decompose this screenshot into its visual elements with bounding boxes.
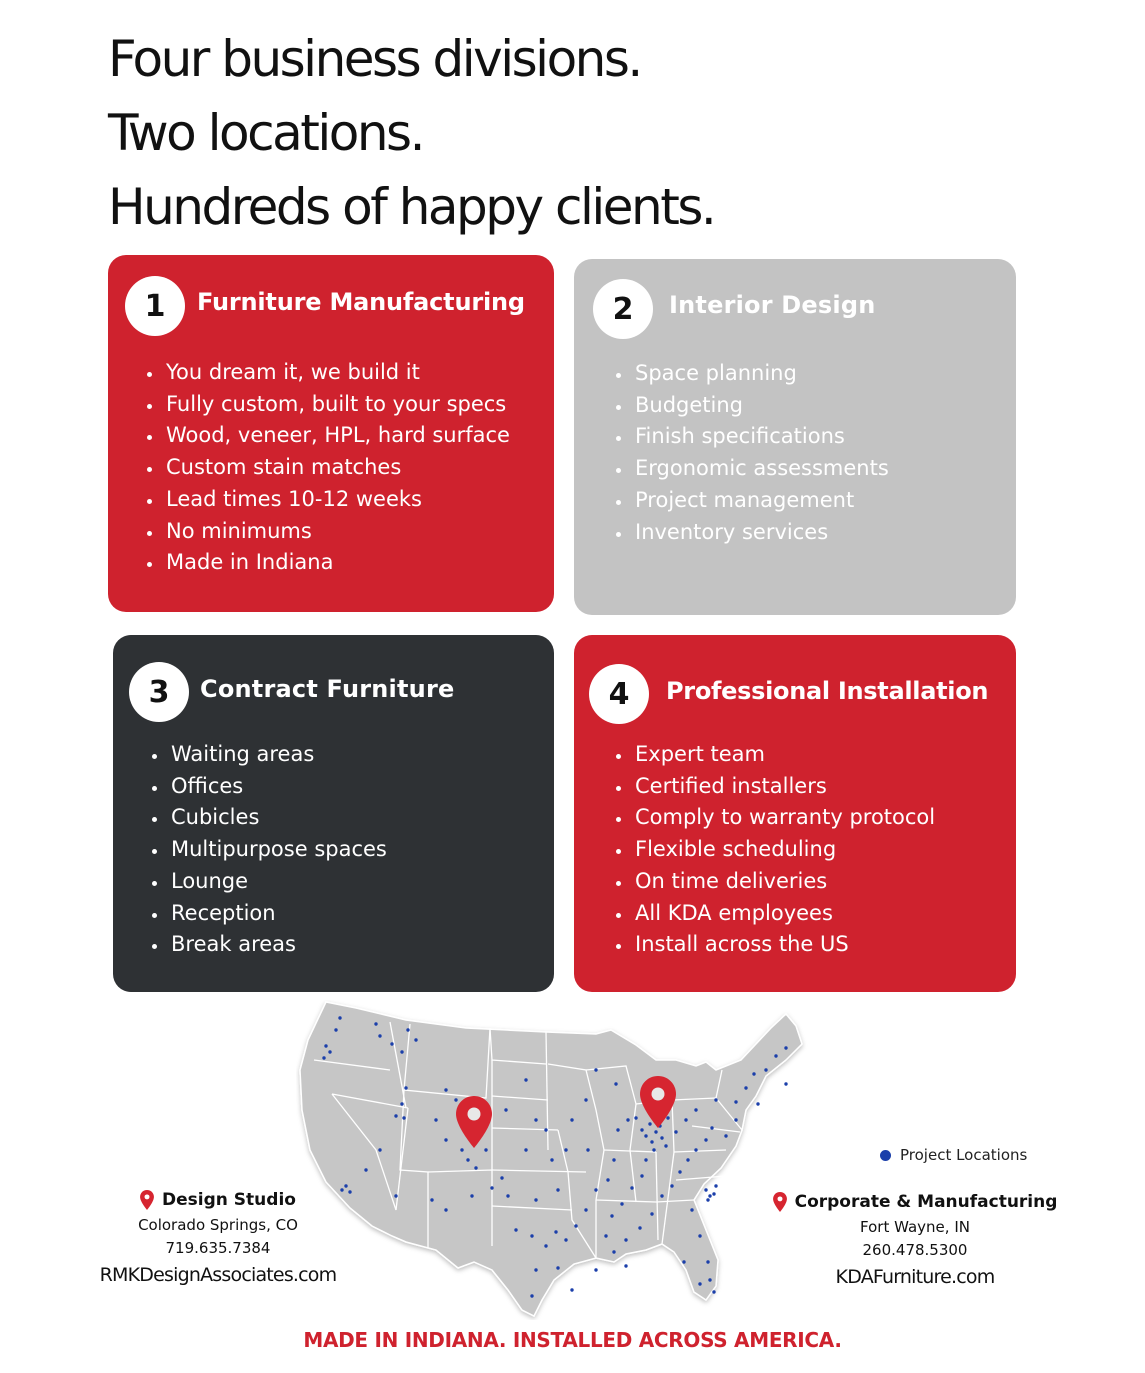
project-location-dot xyxy=(712,1290,715,1293)
project-location-dot xyxy=(724,1134,727,1137)
project-location-dot xyxy=(404,1086,407,1089)
project-location-dot xyxy=(674,1130,677,1133)
project-location-dot xyxy=(734,1118,737,1121)
project-location-dot xyxy=(544,1128,547,1131)
division-card-interior-design xyxy=(574,259,1016,615)
project-location-dot xyxy=(322,1056,325,1059)
project-location-dot xyxy=(534,1268,537,1271)
division-title: Furniture Manufacturing xyxy=(197,288,525,316)
location-name xyxy=(760,1192,1070,1212)
map-pin-icon xyxy=(140,1190,154,1210)
division-item-list xyxy=(143,739,387,961)
project-location-dot xyxy=(624,1264,627,1267)
project-location-dot xyxy=(752,1072,755,1075)
list-item: • Lead times 10-12 weeks xyxy=(164,484,510,516)
division-number-badge: 2 xyxy=(593,279,653,339)
project-location-dot xyxy=(378,1034,381,1037)
project-location-dot xyxy=(400,1050,403,1053)
project-location-dot xyxy=(784,1082,787,1085)
list-item: • You dream it, we build it xyxy=(164,357,510,389)
project-location-dot xyxy=(714,1184,717,1187)
project-location-dot xyxy=(682,1260,685,1263)
project-location-dot xyxy=(530,1234,533,1237)
project-location-dot xyxy=(584,1098,587,1101)
project-location-dot xyxy=(606,1178,609,1181)
project-location-dot xyxy=(570,1288,573,1291)
division-number-badge: 1 xyxy=(125,276,185,336)
list-item: • Space planning xyxy=(633,358,889,390)
project-location-dot xyxy=(524,1078,527,1081)
division-title: Contract Furniture xyxy=(200,675,455,703)
headline-line-2: Two locations. xyxy=(108,104,423,162)
us-map xyxy=(296,1000,816,1320)
location-city: Colorado Springs, CO xyxy=(138,1216,298,1234)
list-item: • Reception xyxy=(169,898,387,930)
project-location-dot xyxy=(344,1184,347,1187)
project-location-dot xyxy=(654,1130,657,1133)
list-item: • Break areas xyxy=(169,929,387,961)
project-location-dot xyxy=(406,1028,409,1031)
project-location-dot xyxy=(694,1108,697,1111)
list-item: • No minimums xyxy=(164,516,510,548)
project-location-dot xyxy=(394,1114,397,1117)
project-location-dot xyxy=(454,1098,457,1101)
location-design-studio xyxy=(90,1190,346,1286)
project-location-dot xyxy=(390,1042,393,1045)
project-location-dot xyxy=(756,1102,759,1105)
project-location-dot xyxy=(400,1102,403,1105)
project-location-dot xyxy=(534,1198,537,1201)
project-location-dot xyxy=(640,1128,643,1131)
project-location-dot xyxy=(660,1136,663,1139)
list-item: • Offices xyxy=(169,771,387,803)
project-location-dot xyxy=(338,1016,341,1019)
headline xyxy=(108,22,714,244)
project-location-dot xyxy=(586,1148,589,1151)
project-location-dot xyxy=(698,1234,701,1237)
project-location-dot xyxy=(610,1214,613,1217)
project-location-dot xyxy=(734,1100,737,1103)
list-item: • Inventory services xyxy=(633,517,889,549)
project-location-dot xyxy=(434,1118,437,1121)
project-location-dot xyxy=(594,1268,597,1271)
location-website-link[interactable]: KDAFurniture.com xyxy=(835,1266,995,1288)
list-item: • Made in Indiana xyxy=(164,547,510,579)
project-location-dot xyxy=(684,1118,687,1121)
project-location-dot xyxy=(784,1046,787,1049)
project-location-dot xyxy=(624,1238,627,1241)
project-location-dot xyxy=(666,1116,669,1119)
project-location-dot xyxy=(640,1174,643,1177)
list-item: • Waiting areas xyxy=(169,739,387,771)
project-location-dot xyxy=(564,1238,567,1241)
list-item: • Comply to warranty protocol xyxy=(633,802,935,834)
project-location-dot xyxy=(630,1186,633,1189)
project-location-dot xyxy=(744,1086,747,1089)
project-location-dot xyxy=(460,1148,463,1151)
project-location-dot xyxy=(650,1212,653,1215)
headline-line-3: Hundreds of happy clients. xyxy=(108,178,715,236)
division-item-list xyxy=(138,357,510,579)
project-location-dot xyxy=(708,1278,711,1281)
project-location-dot xyxy=(564,1148,567,1151)
project-location-dot xyxy=(374,1022,377,1025)
legend-dot-icon xyxy=(880,1150,891,1161)
list-item: • Expert team xyxy=(633,739,935,771)
location-name xyxy=(90,1190,346,1210)
list-item: • Wood, veneer, HPL, hard surface xyxy=(164,420,510,452)
location-phone: 719.635.7384 xyxy=(165,1239,271,1257)
project-location-dot xyxy=(614,1082,617,1085)
division-card-contract-furniture xyxy=(113,635,554,992)
project-location-dot xyxy=(638,1226,641,1229)
project-location-dot xyxy=(514,1228,517,1231)
project-location-dot xyxy=(506,1194,509,1197)
list-item: • Ergonomic assessments xyxy=(633,453,889,485)
project-location-dot xyxy=(604,1234,607,1237)
project-location-dot xyxy=(594,1068,597,1071)
project-location-dot xyxy=(414,1038,417,1041)
project-location-dot xyxy=(556,1266,559,1269)
list-item: • Install across the US xyxy=(633,929,935,961)
list-item: • Budgeting xyxy=(633,390,889,422)
project-location-dot xyxy=(466,1158,469,1161)
division-number-badge: 3 xyxy=(129,662,189,722)
project-location-dot xyxy=(620,1202,623,1205)
location-city: Fort Wayne, IN xyxy=(860,1218,970,1236)
map-pin-icon xyxy=(773,1192,787,1212)
location-name-text: Corporate & Manufacturing xyxy=(794,1192,1058,1212)
project-location-dot xyxy=(524,1148,527,1151)
project-location-dot xyxy=(534,1118,537,1121)
project-location-dot xyxy=(652,1148,655,1151)
project-location-dot xyxy=(474,1166,477,1169)
project-location-dot xyxy=(556,1188,559,1191)
project-location-dot xyxy=(698,1282,701,1285)
tagline: MADE IN INDIANA. INSTALLED ACROSS AMERICA. xyxy=(303,1328,842,1352)
project-location-dot xyxy=(554,1230,557,1233)
project-location-dot xyxy=(594,1188,597,1191)
project-location-dot xyxy=(500,1176,503,1179)
project-location-dot xyxy=(774,1054,777,1057)
division-title: Professional Installation xyxy=(666,677,989,705)
project-location-dot xyxy=(764,1068,767,1071)
project-location-dot xyxy=(334,1028,337,1031)
list-item: • Cubicles xyxy=(169,802,387,834)
map-legend xyxy=(880,1146,1027,1164)
project-location-dot xyxy=(430,1198,433,1201)
legend-label: Project Locations xyxy=(900,1146,1028,1164)
project-location-dot xyxy=(644,1158,647,1161)
project-location-dot xyxy=(328,1050,331,1053)
project-location-dot xyxy=(612,1158,615,1161)
project-location-dot xyxy=(686,1158,689,1161)
project-location-dot xyxy=(444,1138,447,1141)
project-location-dot xyxy=(530,1294,533,1297)
project-location-dot xyxy=(612,1250,615,1253)
project-location-dot xyxy=(714,1098,717,1101)
project-location-dot xyxy=(648,1122,651,1125)
project-location-dot xyxy=(504,1108,507,1111)
location-corporate-manufacturing xyxy=(760,1192,1070,1288)
project-location-dot xyxy=(550,1158,553,1161)
project-location-dot xyxy=(444,1208,447,1211)
project-location-dot xyxy=(364,1168,367,1171)
project-location-dot xyxy=(394,1194,397,1197)
location-website-link[interactable]: RMKDesignAssociates.com xyxy=(99,1264,337,1286)
project-location-dot xyxy=(444,1088,447,1091)
project-location-dot xyxy=(706,1198,709,1201)
project-location-dot xyxy=(544,1244,547,1247)
headline-line-1: Four business divisions. xyxy=(108,30,641,88)
project-location-dot xyxy=(704,1138,707,1141)
project-location-dot xyxy=(484,1148,487,1151)
project-location-dot xyxy=(690,1208,693,1211)
project-location-dot xyxy=(570,1118,573,1121)
project-location-dot xyxy=(706,1260,709,1263)
project-location-dot xyxy=(584,1208,587,1211)
project-location-dot xyxy=(470,1194,473,1197)
division-title: Interior Design xyxy=(669,291,876,319)
project-location-dot xyxy=(704,1188,707,1191)
project-location-dot xyxy=(712,1192,715,1195)
list-item: • Lounge xyxy=(169,866,387,898)
project-location-dot xyxy=(670,1184,673,1187)
list-item: • On time deliveries xyxy=(633,866,935,898)
project-location-dot xyxy=(644,1134,647,1137)
project-location-dot xyxy=(378,1148,381,1151)
list-item: • Finish specifications xyxy=(633,421,889,453)
project-location-dot xyxy=(626,1118,629,1121)
list-item: • Project management xyxy=(633,485,889,517)
project-location-dot xyxy=(664,1144,667,1147)
division-number-badge: 4 xyxy=(589,664,649,724)
division-card-furniture-manufacturing xyxy=(108,255,554,612)
project-location-dot xyxy=(348,1190,351,1193)
project-location-dot xyxy=(708,1194,711,1197)
project-location-dot xyxy=(650,1140,653,1143)
project-location-dot xyxy=(402,1116,405,1119)
list-item: • Fully custom, built to your specs xyxy=(164,389,510,421)
project-location-dot xyxy=(694,1148,697,1151)
project-location-dot xyxy=(574,1224,577,1227)
list-item: • Flexible scheduling xyxy=(633,834,935,866)
project-location-dot xyxy=(616,1128,619,1131)
project-location-dot xyxy=(710,1126,713,1129)
project-location-dot xyxy=(324,1044,327,1047)
project-location-dot xyxy=(660,1194,663,1197)
list-item: • Multipurpose spaces xyxy=(169,834,387,866)
division-card-professional-installation xyxy=(574,635,1016,992)
project-location-dot xyxy=(490,1186,493,1189)
division-item-list xyxy=(607,358,889,548)
location-phone: 260.478.5300 xyxy=(862,1241,968,1259)
list-item: • Certified installers xyxy=(633,771,935,803)
division-item-list xyxy=(607,739,935,961)
list-item: • All KDA employees xyxy=(633,898,935,930)
project-location-dot xyxy=(634,1116,637,1119)
list-item: • Custom stain matches xyxy=(164,452,510,484)
location-name-text: Design Studio xyxy=(162,1190,296,1210)
project-location-dot xyxy=(678,1170,681,1173)
